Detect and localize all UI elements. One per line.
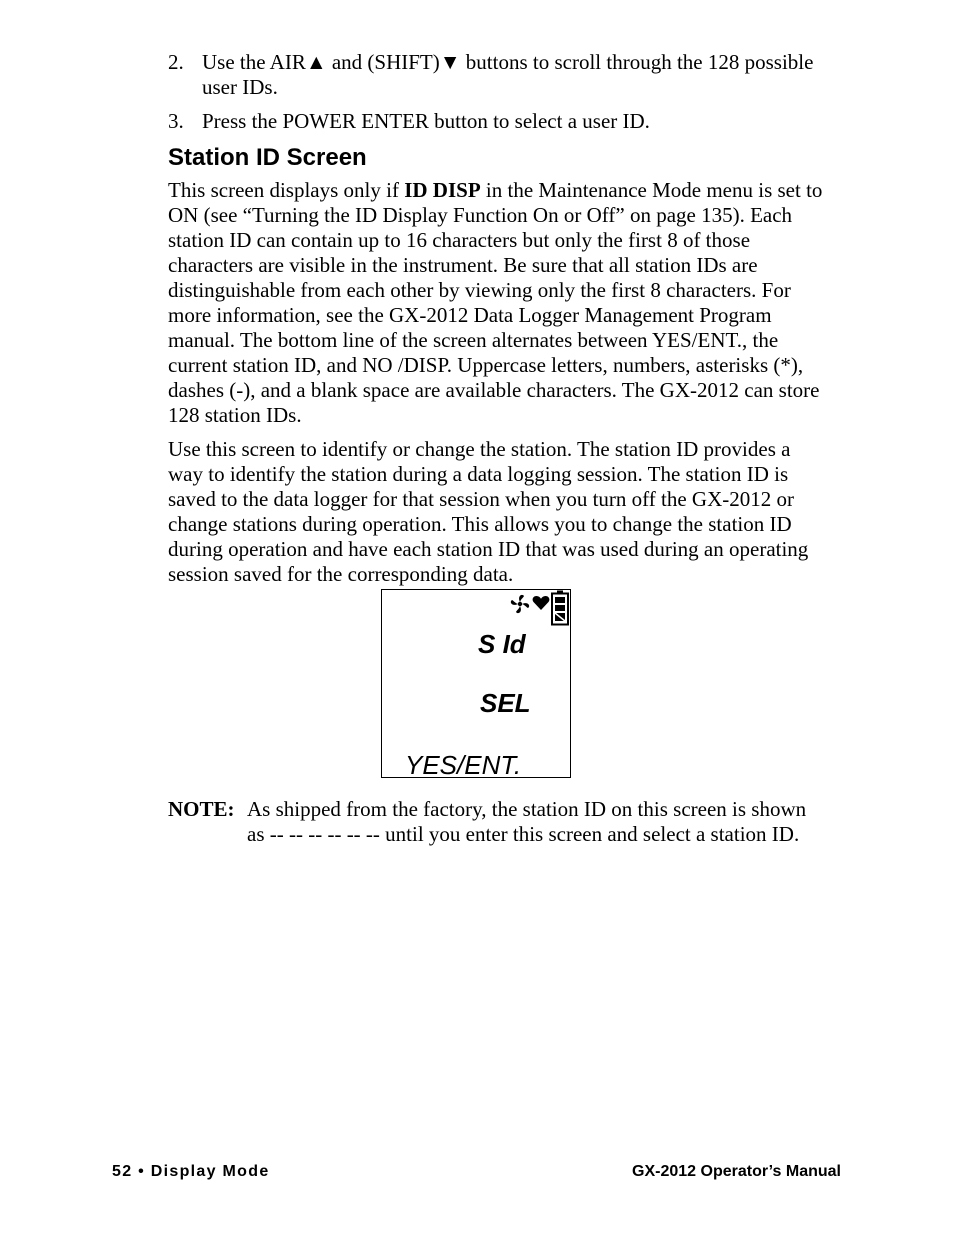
text-run: This screen displays only if: [168, 178, 405, 202]
paragraph-line: station ID can contain up to 16 characters but only the first 8 of those: [168, 228, 751, 252]
paragraph-id-disp: [168, 178, 848, 428]
footer-manual-title: GX-2012 Operator’s Manual: [632, 1163, 841, 1180]
battery-icon: [551, 590, 569, 626]
step-number: 3.: [168, 109, 184, 133]
step-text: [202, 109, 848, 134]
paragraph-line: current station ID, and NO /DISP. Uppercase letters, numbers, asterisks (*),: [168, 353, 804, 377]
paragraph-line: ON (see “Turning the ID Display Function On or Off” on page 135). Each: [168, 203, 793, 227]
screen-title: S Id: [478, 629, 526, 659]
note-text: [247, 797, 847, 847]
paragraph-line: dashes (-), and a blank space are available characters. The GX-2012 can store: [168, 378, 820, 402]
footer-page-section: 52 • Display Mode: [112, 1163, 270, 1180]
step-3: [168, 109, 848, 134]
paragraph-line: characters are visible in the instrument. Be sure that all station IDs are: [168, 253, 758, 277]
paragraph-station-usage: [168, 437, 848, 587]
paragraph-line: during operation and have each station ID that was used during an operating: [168, 537, 809, 561]
lcd-screen-illustration: [381, 589, 571, 778]
paragraph-line: distinguishable from each other by viewing only the first 8 characters. For: [168, 278, 791, 302]
heart-icon: [532, 595, 550, 611]
step-2: [168, 50, 848, 100]
paragraph-line: change stations during operation. This allows you to change the station ID: [168, 512, 792, 536]
text-run: in the Maintenance Mode menu is set to: [480, 178, 823, 202]
paragraph-line: 128 station IDs.: [168, 403, 302, 427]
paragraph-line: session saved for the corresponding data.: [168, 562, 514, 586]
section-heading: Station ID Screen: [168, 144, 367, 171]
screen-bottom-line: YES/ENT.: [405, 750, 522, 780]
paragraph-line: saved to the data logger for that session when you turn off the GX-2012 or: [168, 487, 794, 511]
screen-sel-text: SEL: [480, 688, 531, 718]
note-line: As shipped from the factory, the station ID on this screen is shown: [247, 797, 807, 821]
note-label: NOTE:: [168, 797, 235, 821]
paragraph-line: Use this screen to identify or change the station. The station ID provides a: [168, 437, 791, 461]
id-disp-term: ID DISP: [404, 178, 481, 202]
paragraph-line: way to identify the station during a data logging session. The station ID is: [168, 462, 789, 486]
step-line: Use the AIR▲ and (SHIFT)▼ buttons to scroll through the 128 possible: [202, 50, 814, 74]
paragraph-line: manual. The bottom line of the screen alternates between YES/ENT., the: [168, 328, 779, 352]
step-line: Press the POWER ENTER button to select a user ID.: [202, 109, 650, 133]
step-number: 2.: [168, 50, 184, 74]
step-text: [202, 50, 848, 100]
fan-icon: [508, 592, 532, 616]
step-line: user IDs.: [202, 75, 278, 99]
note-line: as -- -- -- -- -- -- until you enter this screen and select a station ID.: [247, 822, 800, 846]
paragraph-line: [168, 178, 848, 203]
paragraph-line: more information, see the GX-2012 Data Logger Management Program: [168, 303, 772, 327]
